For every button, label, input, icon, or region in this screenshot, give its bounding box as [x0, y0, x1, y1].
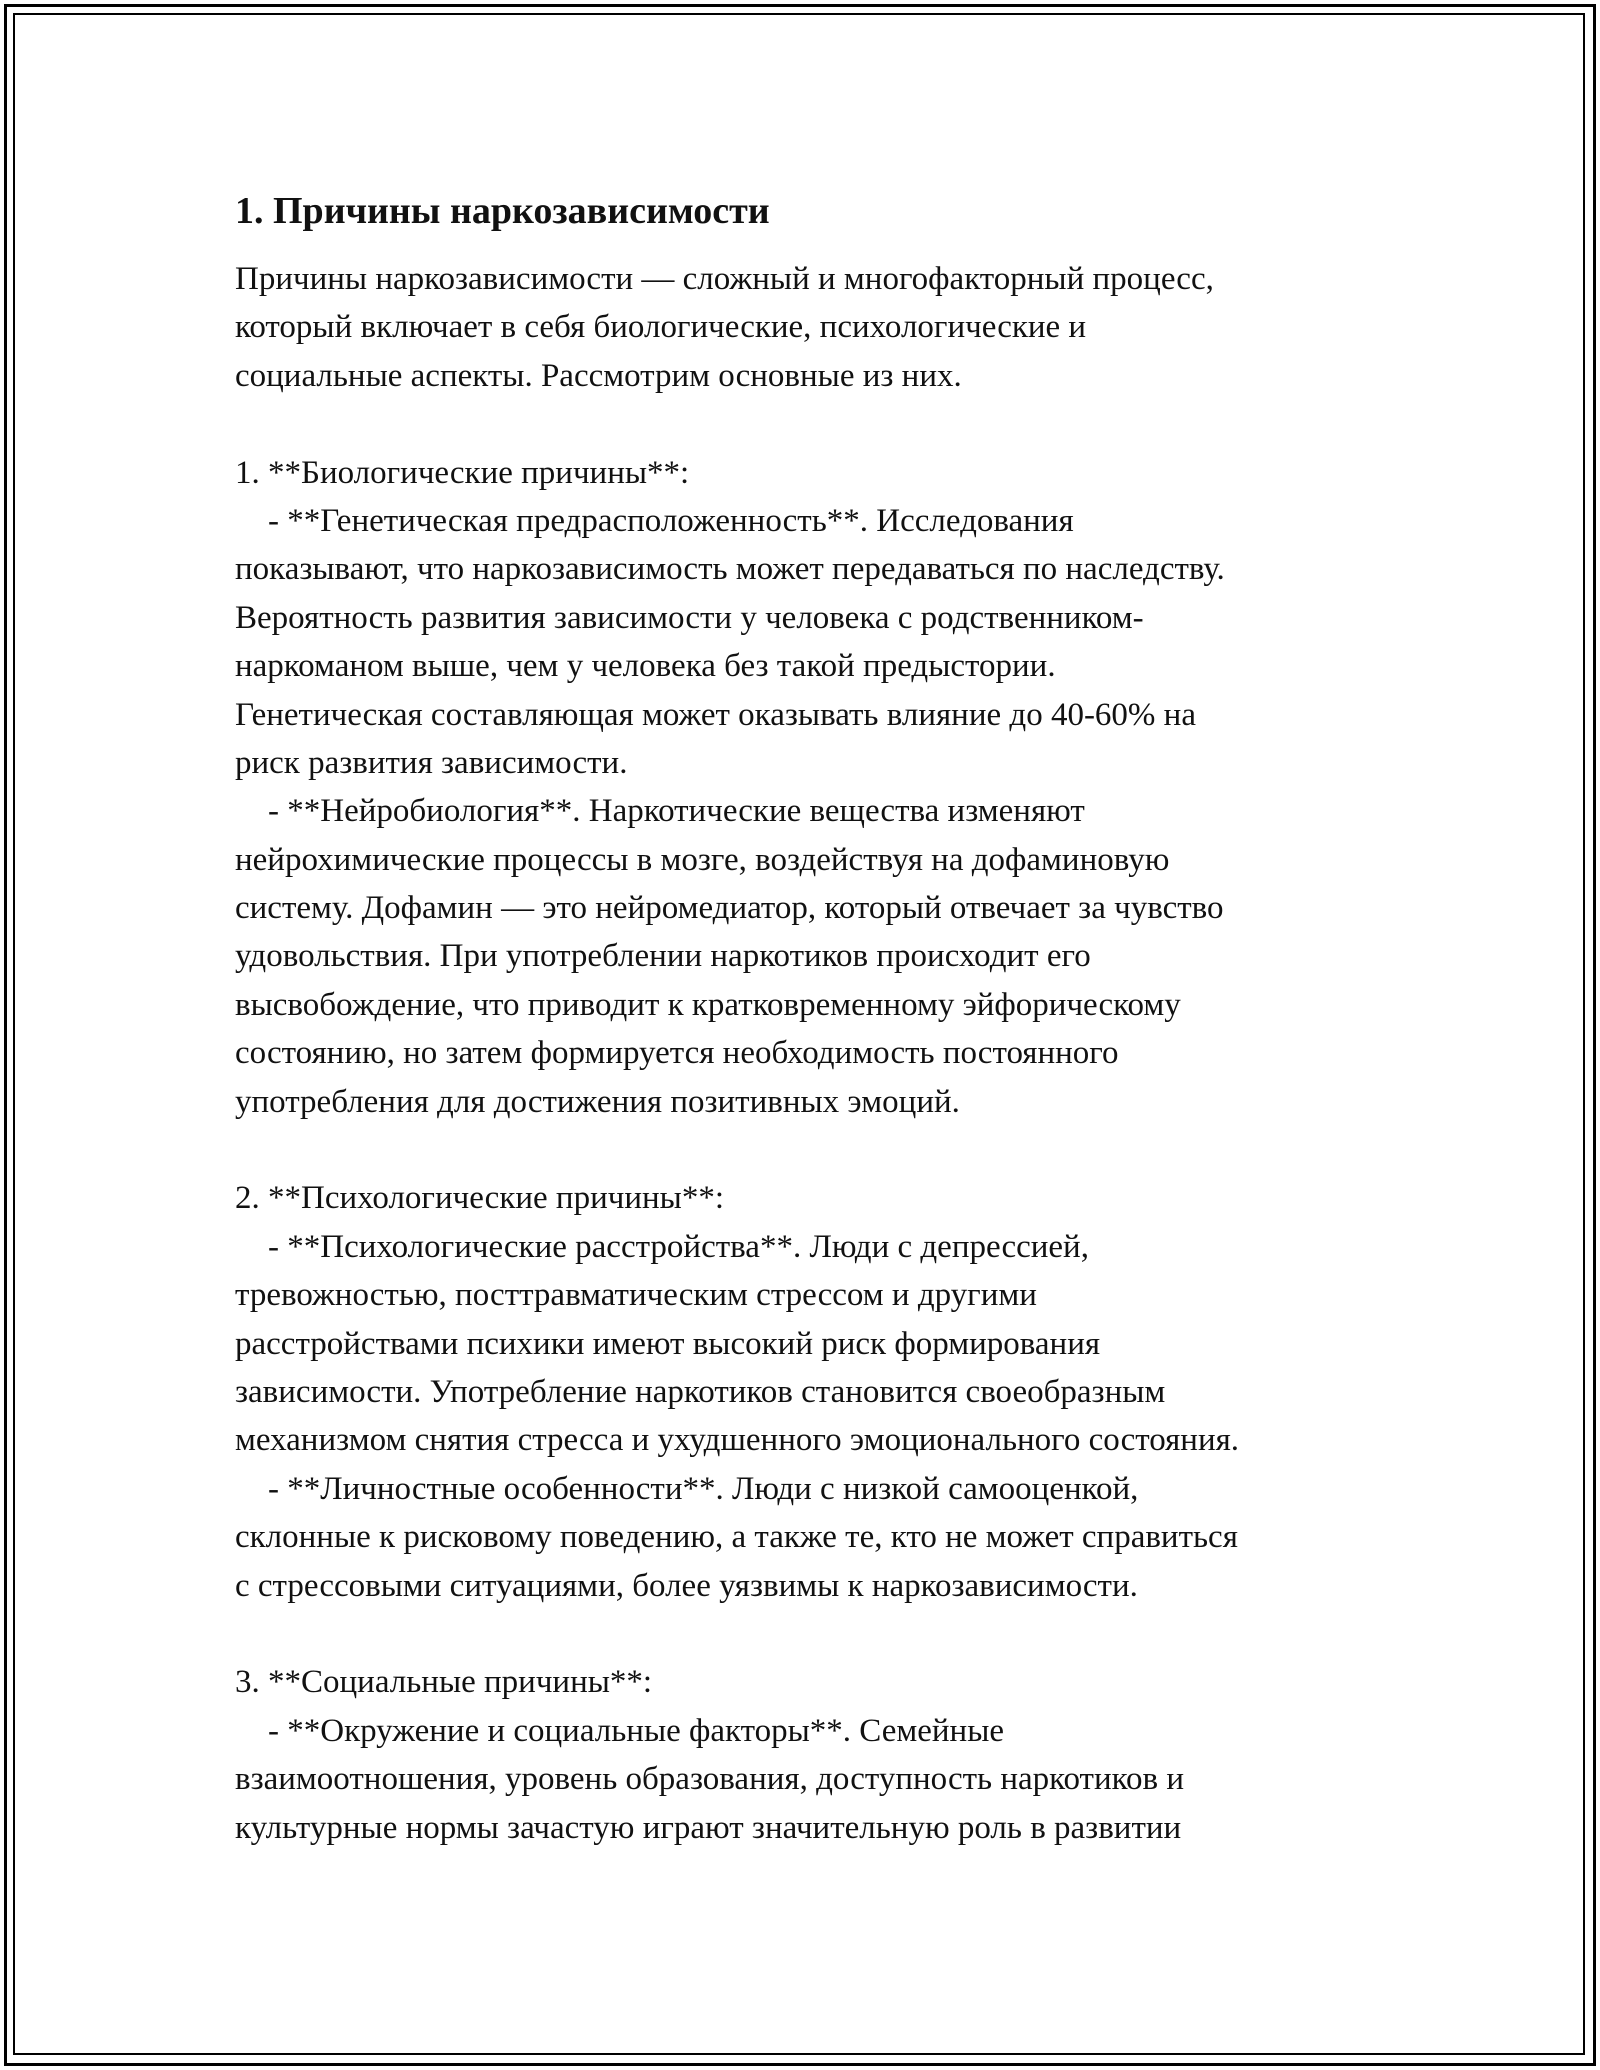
text-line: культурные нормы зачастую играют значительную роль в развитии	[235, 1809, 1182, 1846]
text-line: 2. **Психологические причины**:	[235, 1180, 724, 1217]
text-line: - **Нейробиология**. Наркотические вещества изменяют	[235, 793, 1085, 830]
text-line: риск развития зависимости.	[235, 744, 628, 781]
text-line: Вероятность развития зависимости у человека с родственником-	[235, 599, 1144, 636]
text-line: склонные к рисковому поведению, а также те, кто не может справиться	[235, 1519, 1238, 1556]
text-line: расстройствами психики имеют высокий риск формирования	[235, 1325, 1101, 1362]
text-line: Генетическая составляющая может оказывать влияние до 40-60% на	[235, 696, 1196, 733]
text-line: 3. **Социальные причины**:	[235, 1664, 653, 1701]
text-line: с стрессовыми ситуациями, более уязвимы к наркозависимости.	[235, 1567, 1138, 1604]
text-line: - **Психологические расстройства**. Люди с депрессией,	[235, 1228, 1089, 1265]
text-line: социальные аспекты. Рассмотрим основные из них.	[235, 357, 962, 394]
text-line: состоянию, но затем формируется необходимость постоянного	[235, 1035, 1119, 1072]
text-line: зависимости. Употребление наркотиков становится своеобразным	[235, 1373, 1166, 1410]
text-line: - **Генетическая предрасположенность**. Исследования	[235, 502, 1074, 539]
document-page	[235, 187, 1385, 1852]
text-line: нейрохимические процессы в мозге, воздействуя на дофаминовую	[235, 841, 1170, 878]
text-line: высвобождение, что приводит к кратковременному эйфорическому	[235, 986, 1181, 1023]
text-line: показывают, что наркозависимость может передаваться по наследству.	[235, 551, 1225, 588]
text-line: употребления для достижения позитивных эмоций.	[235, 1083, 960, 1120]
text-line: удовольствия. При употреблении наркотиков происходит его	[235, 938, 1091, 975]
blank-line	[235, 1126, 1385, 1174]
text-line: который включает в себя биологические, психологические и	[235, 309, 1087, 346]
text-line: - **Окружение и социальные факторы**. Семейные	[235, 1712, 1005, 1749]
text-line: механизмом снятия стресса и ухудшенного эмоционального состояния.	[235, 1422, 1240, 1459]
text-line: 1. **Биологические причины**:	[235, 454, 690, 491]
text-line: Причины наркозависимости — сложный и многофакторный процесс,	[235, 261, 1214, 297]
text-line: - **Личностные особенности**. Люди с низкой самооценкой,	[235, 1470, 1139, 1507]
document-body	[235, 255, 1385, 1852]
section-heading: 1. Причины наркозависимости	[235, 190, 770, 232]
text-line: взаимоотношения, уровень образования, доступность наркотиков и	[235, 1761, 1184, 1798]
text-line: наркоманом выше, чем у человека без такой предыстории.	[235, 648, 1056, 685]
blank-line	[235, 1610, 1385, 1658]
blank-line	[235, 400, 1385, 448]
text-line: систему. Дофамин — это нейромедиатор, который отвечает за чувство	[235, 890, 1224, 927]
text-line: тревожностью, посттравматическим стрессом и другими	[235, 1277, 1037, 1314]
